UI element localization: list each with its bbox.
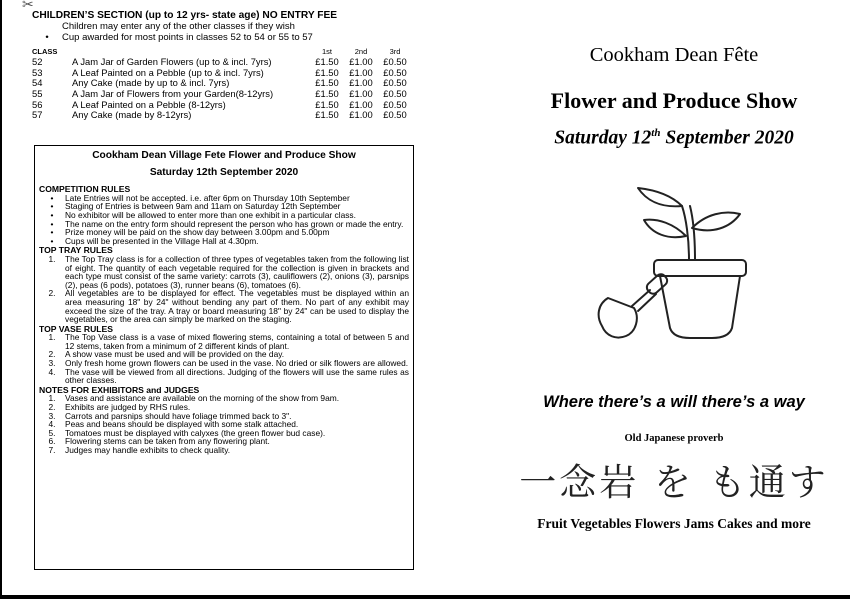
rule-text: Tomatoes must be displayed with calyxes (the green flower bud case). xyxy=(65,427,326,438)
class-header: CLASS xyxy=(32,46,58,56)
rule-text: Vases and assistance are available on the morning of the show from 9am. xyxy=(65,393,340,404)
rule-text: Staging of Entries is between 9am and 11am on Saturday 12th September xyxy=(65,201,341,212)
class-description: A Jam Jar of Garden Flowers (up to & incl. 7yrs) xyxy=(72,56,272,68)
first-prize: £1.50 xyxy=(315,56,339,68)
cup-note xyxy=(32,32,417,43)
third-prize: £0.50 xyxy=(383,87,407,99)
japanese-proverb: 一念岩 を も通す xyxy=(519,461,829,504)
class-number: 57 xyxy=(32,109,43,121)
rule-text: No exhibitor will be allowed to enter more than one exhibit in a particular class. xyxy=(65,209,356,220)
second-prize: £1.00 xyxy=(349,77,373,89)
rule-text: Prize money will be paid on the show day between 3.00pm and 5.00pm xyxy=(65,227,330,238)
item-number: 2. xyxy=(48,288,56,299)
item-number: 7. xyxy=(48,445,56,455)
first-prize: £1.50 xyxy=(315,98,339,110)
top-vase-rules-list xyxy=(39,333,409,385)
rule-item xyxy=(39,333,409,350)
competition-rules-list xyxy=(39,194,409,246)
rule-text: Judges may handle exhibits to check quality. xyxy=(65,445,231,455)
third-prize: £0.50 xyxy=(383,109,407,121)
item-number: 5. xyxy=(48,427,56,438)
top-tray-rules-list xyxy=(39,255,409,324)
second-prize: £1.00 xyxy=(349,98,373,110)
rule-text: A show vase must be used and will be provided on the day. xyxy=(65,349,285,360)
third-prize: £0.50 xyxy=(383,56,407,68)
motto: Where there’s a will there’s a way xyxy=(543,393,805,411)
item-number: 1. xyxy=(48,393,56,404)
class-description: A Leaf Painted on a Pebble (up to & incl. 7yrs) xyxy=(72,66,264,78)
bullet: • xyxy=(50,227,54,238)
rule-item xyxy=(39,237,409,246)
item-number: 2. xyxy=(48,349,56,360)
first-prize: £1.50 xyxy=(315,109,339,121)
rule-text: All vegetables are to be displayed for effect. The vegetables must be displayed within an area measuring 18" by 24" without bending any part of them. No part of any exhibit may exceed the size of the tray. A tray or board measuring 18" by 24" can be used to display the vegetables, or the area can simply be marked on the staging. xyxy=(65,288,409,325)
item-number: 3. xyxy=(48,410,56,421)
rule-item xyxy=(39,446,409,455)
third-prize: £0.50 xyxy=(383,77,407,89)
rule-text: Late Entries will not be accepted. i.e. after 6pm on Thursday 10th September xyxy=(65,192,350,203)
bullet: • xyxy=(50,235,54,246)
item-number: 2. xyxy=(48,402,56,413)
second-prize-header: 2nd xyxy=(354,46,368,56)
rule-text: Cups will be presented in the Village Hall at 4.30pm. xyxy=(65,235,259,246)
rules-box-title: Cookham Dean Village Fete Flower and Produce Show xyxy=(92,150,356,161)
third-prize-header: 3rd xyxy=(389,46,401,56)
second-prize: £1.00 xyxy=(349,87,373,99)
item-number: 4. xyxy=(48,366,56,377)
rule-text: Exhibits are judged by RHS rules. xyxy=(65,402,191,413)
class-number: 56 xyxy=(32,98,43,110)
first-prize-header: 1st xyxy=(321,46,332,56)
first-prize: £1.50 xyxy=(315,66,339,78)
rule-text: The vase will be viewed from all directions. Judging of the flowers will use the same rules as other classes. xyxy=(65,366,409,386)
notes-list xyxy=(39,394,409,454)
item-number: 4. xyxy=(48,419,56,430)
bullet: • xyxy=(50,218,54,229)
rule-item xyxy=(39,368,409,385)
rule-text: Flowering stems can be taken from any flowering plant. xyxy=(65,436,270,447)
class-number: 54 xyxy=(32,77,43,89)
notes-heading: NOTES FOR EXHIBITORS and JUDGES xyxy=(39,384,200,395)
bullet: • xyxy=(50,201,54,212)
childrens-section xyxy=(32,10,417,121)
rule-item xyxy=(39,255,409,289)
rule-text: Peas and beans should be displayed with some stalk attached. xyxy=(65,419,299,430)
rule-text: The Top Tray class is for a collection of three types of vegetables taken from the following list of eight. The quantity of each vegetable required for the collection is given in brackets and each type must consist of the same variety: carrots (3), cauliflowers (2), onions (3), parsnips (2), peas (6 pods), potatoes (3), runner beans (6), tomatoes (6). xyxy=(65,253,409,290)
bullet: • xyxy=(45,32,49,44)
item-number: 6. xyxy=(48,436,56,447)
first-prize: £1.50 xyxy=(315,87,339,99)
proverb-label: Old Japanese proverb xyxy=(624,433,724,444)
third-prize: £0.50 xyxy=(383,66,407,78)
class-description: A Jam Jar of Flowers from your Garden(8-12yrs) xyxy=(72,87,274,99)
fete-title: Cookham Dean Fête xyxy=(589,44,759,66)
bullet: • xyxy=(50,192,54,203)
cup-note-text: Cup awarded for most points in classes 52 to 54 or 55 to 57 xyxy=(62,32,313,44)
class-number: 55 xyxy=(32,87,43,99)
class-row xyxy=(32,89,412,100)
class-number: 52 xyxy=(32,56,43,68)
show-title: Flower and Produce Show xyxy=(550,88,798,113)
plant-pot-trowel-icon xyxy=(594,178,754,353)
class-number: 53 xyxy=(32,66,43,78)
class-table xyxy=(32,47,412,121)
bullet: • xyxy=(50,209,54,220)
competition-rules-heading: COMPETITION RULES xyxy=(39,184,131,195)
rule-item xyxy=(39,289,409,323)
top-vase-rules-heading: TOP VASE RULES xyxy=(39,323,114,334)
scissor-mark-icon: ✂ xyxy=(22,0,34,12)
left-border-line xyxy=(0,0,2,595)
third-prize: £0.50 xyxy=(383,98,407,110)
class-description: A Leaf Painted on a Pebble (8-12yrs) xyxy=(72,98,226,110)
class-row xyxy=(32,110,412,121)
bottom-border-line xyxy=(0,595,850,599)
item-number: 3. xyxy=(48,358,56,369)
rule-text: Only fresh home grown flowers can be used in the vase. No dried or silk flowers are allowed. xyxy=(65,358,409,369)
rules-box xyxy=(34,145,414,570)
rule-text: The Top Vase class is a vase of mixed flowering stems, containing a total of between 5 and 12 stems, taken from a minimum of 2 different kinds of plant. xyxy=(65,332,409,351)
second-prize: £1.00 xyxy=(349,66,373,78)
tagline: Fruit Vegetables Flowers Jams Cakes and more xyxy=(537,516,811,531)
childrens-section-title: CHILDREN’S SECTION (up to 12 yrs- state age) NO ENTRY FEE xyxy=(32,10,338,21)
rules-box-date: Saturday 12th September 2020 xyxy=(149,166,299,178)
first-prize: £1.50 xyxy=(315,77,339,89)
second-prize: £1.00 xyxy=(349,56,373,68)
rule-text: Carrots and parsnips should have foliage trimmed back to 3". xyxy=(65,410,292,421)
show-date: Saturday 12th September 2020 xyxy=(554,127,794,149)
item-number: 1. xyxy=(48,253,56,264)
class-description: Any Cake (made by up to & incl. 7yrs) xyxy=(72,77,230,89)
childrens-note: Children may enter any of the other classes if they wish xyxy=(62,21,295,33)
second-prize: £1.00 xyxy=(349,109,373,121)
top-tray-rules-heading: TOP TRAY RULES xyxy=(39,245,113,256)
class-description: Any Cake (made by 8-12yrs) xyxy=(72,109,192,121)
item-number: 1. xyxy=(48,332,56,343)
rule-text: The name on the entry form should represent the person who has grown or made the entry. xyxy=(65,218,404,229)
